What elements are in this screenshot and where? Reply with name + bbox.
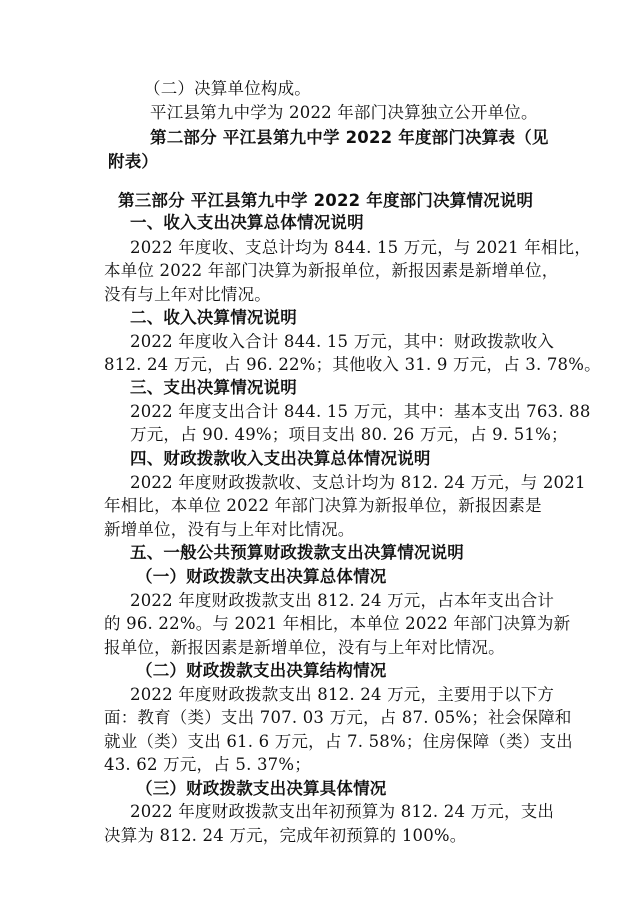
subsection-heading: （二）财政拨款支出决算结构情况 [136, 661, 387, 680]
part-title: 第二部分 平江县第九中学 2022 年度部门决算表（见 [150, 128, 549, 147]
body-text: 年相比，本单位 2022 年部门决算为新报单位，新报因素是 [104, 496, 542, 515]
body-text: 就业（类）支出 61. 6 万元，占 7. 58%；住房保障（类）支出 [104, 732, 573, 751]
body-text: 平江县第九中学为 2022 年部门决算独立公开单位。 [150, 103, 538, 122]
body-text: 812. 24 万元，占 96. 22%；其他收入 31. 9 万元，占 3. 78%。 [104, 355, 601, 374]
body-text: 2022 年度收入合计 844. 15 万元，其中：财政拨款收入 [130, 332, 555, 351]
section-heading: 一、收入支出决算总体情况说明 [130, 213, 364, 232]
body-text: 2022 年度收、支总计均为 844. 15 万元，与 2021 年相比， [130, 238, 592, 257]
body-text: 2022 年度支出合计 844. 15 万元，其中：基本支出 763. 88 [130, 402, 591, 421]
body-text: 没有与上年对比情况。 [104, 285, 271, 304]
part-title: 第三部分 平江县第九中学 2022 年度部门决算情况说明 [118, 191, 534, 210]
body-text: 2022 年度财政拨款支出 812. 24 万元，占本年支出合计 [130, 591, 555, 610]
subsection-heading: （三）财政拨款支出决算具体情况 [136, 779, 387, 798]
body-text: 本单位 2022 年部门决算为新报单位，新报因素是新增单位， [104, 261, 559, 280]
body-text: 新增单位，没有与上年对比情况。 [104, 520, 355, 539]
body-text: 面：教育（类）支出 707. 03 万元，占 87. 05%；社会保障和 [104, 708, 572, 727]
section-heading: 四、财政拨款收入支出决算总体情况说明 [130, 449, 431, 468]
body-text: 的 96. 22%。与 2021 年相比，本单位 2022 年部门决算为新 [104, 614, 571, 633]
section-heading: 五、一般公共预算财政拨款支出决算情况说明 [130, 543, 464, 562]
section-heading: 二、收入决算情况说明 [130, 308, 297, 327]
body-text: 2022 年度财政拨款支出年初预算为 812. 24 万元，支出 [130, 802, 555, 821]
subsection-heading: （二）决算单位构成。 [144, 79, 311, 98]
body-text: 43. 62 万元，占 5. 37%； [104, 755, 311, 774]
subsection-heading: （一）财政拨款支出决算总体情况 [136, 567, 387, 586]
section-heading: 三、支出决算情况说明 [130, 378, 297, 397]
body-text: 报单位，新报因素是新增单位，没有与上年对比情况。 [104, 638, 505, 657]
part-title-continued: 附表） [108, 152, 159, 171]
body-text: 2022 年度财政拨款支出 812. 24 万元，主要用于以下方 [130, 685, 555, 704]
body-text: 2022 年度财政拨款收、支总计均为 812. 24 万元，与 2021 [130, 473, 586, 492]
body-text: 万元，占 90. 49%；项目支出 80. 26 万元，占 9. 51%； [130, 425, 568, 444]
body-text: 决算为 812. 24 万元，完成年初预算的 100%。 [104, 826, 467, 845]
